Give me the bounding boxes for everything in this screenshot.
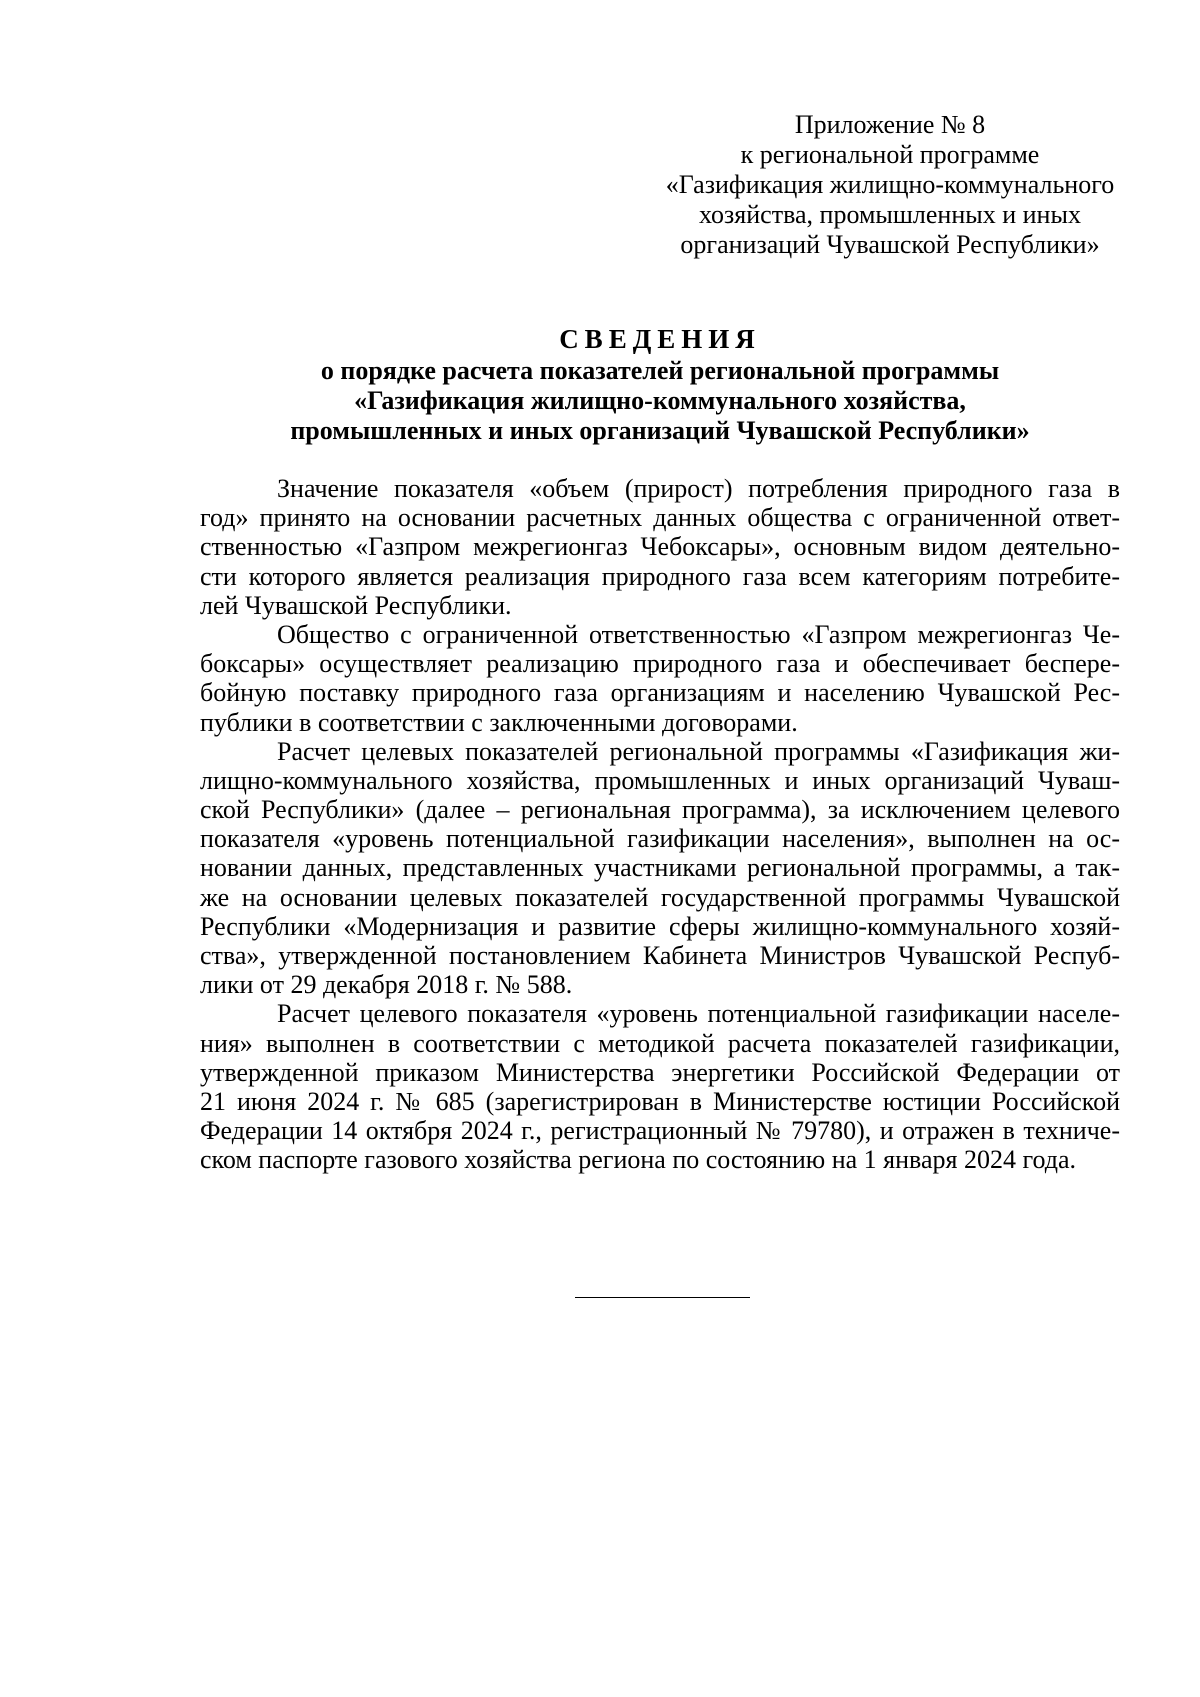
document-subtitle-line: промышленных и иных организаций Чувашской Республики» [290, 416, 1030, 445]
document-subtitle-line: «Газификация жилищно-коммунального хозяйства, [354, 386, 966, 415]
paragraph-line: боксары» осуществляет реализацию природного газа и обеспечивает беспере- [200, 649, 1120, 679]
document-subtitle-line: о порядке расчета показателей региональной программы [320, 356, 1000, 385]
paragraph [200, 474, 1120, 620]
paragraph [200, 999, 1120, 1174]
paragraph-line: год» принято на основании расчетных данных общества с ограниченной ответ- [200, 503, 1120, 533]
paragraph-line: Федерации 14 октября 2024 г., регистрационный № 79780), и отражен в техниче- [200, 1116, 1120, 1146]
paragraph-line: показателя «уровень потенциальной газификации населения», выполнен на ос- [200, 824, 1120, 854]
paragraph-line: 21 июня 2024 г. № 685 (зарегистрирован в Министерстве юстиции Российской [200, 1086, 1120, 1116]
paragraph-line: сти которого является реализация природного газа всем категориям потребите- [200, 561, 1120, 591]
appendix-line: хозяйства, промышленных и иных [699, 200, 1081, 229]
paragraph-line: Значение показателя «объем (прирост) потребления природного газа в [277, 474, 1120, 503]
paragraph-line: ства», утвержденной постановлением Кабинета Министров Чувашской Респуб- [200, 941, 1120, 970]
appendix-line: Приложение № 8 [794, 110, 986, 139]
end-separator-line [575, 1297, 750, 1298]
paragraph-line: Расчет целевых показателей региональной программы «Газификация жи- [277, 736, 1120, 766]
paragraph-line: лики от 29 декабря 2018 г. № 588. [200, 970, 573, 1000]
paragraph-line: же на основании целевых показателей государственной программы Чувашской [200, 882, 1120, 912]
paragraph-line: ственностью «Газпром межрегионгаз Чебоксары», основным видом деятельно- [200, 532, 1120, 562]
appendix-block [640, 110, 1140, 260]
document-body [200, 474, 1120, 1175]
paragraph-line: ской Республики» (далее – региональная программа), за исключением целевого [200, 795, 1120, 825]
paragraph-line: лищно-коммунального хозяйства, промышленных и иных организаций Чуваш- [200, 765, 1120, 795]
appendix-line: к региональной программе [740, 140, 1040, 169]
paragraph [200, 620, 1120, 737]
paragraph-line: Общество с ограниченной ответственностью «Газпром межрегионгаз Че- [277, 619, 1120, 649]
paragraph-line: ском паспорте газового хозяйства региона по состоянию на 1 января 2024 года. [200, 1145, 1076, 1175]
paragraph-line: бойную поставку природного газа организациям и населению Чувашской Рес- [200, 678, 1120, 708]
paragraph [200, 737, 1120, 1000]
paragraph-line: Расчет целевого показателя «уровень потенциальной газификации населе- [277, 999, 1120, 1029]
paragraph-line: публики в соответствии с заключенными договорами. [200, 707, 798, 737]
document-heading [200, 322, 1120, 446]
document-title: СВЕДЕНИЯ [559, 324, 761, 354]
paragraph-line: Республики «Модернизация и развитие сферы жилищно-коммунального хозяй- [200, 911, 1120, 941]
paragraph-line: ния» выполнен в соответствии с методикой расчета показателей газификации, [200, 1028, 1120, 1058]
appendix-line: «Газификация жилищно-коммунального [665, 170, 1115, 199]
appendix-line: организаций Чувашской Республики» [680, 230, 1100, 259]
paragraph-line: утвержденной приказом Министерства энергетики Российской Федерации от [200, 1057, 1120, 1087]
paragraph-line: лей Чувашской Республики. [200, 590, 512, 620]
paragraph-line: новании данных, представленных участниками региональной программы, а так- [200, 853, 1120, 883]
